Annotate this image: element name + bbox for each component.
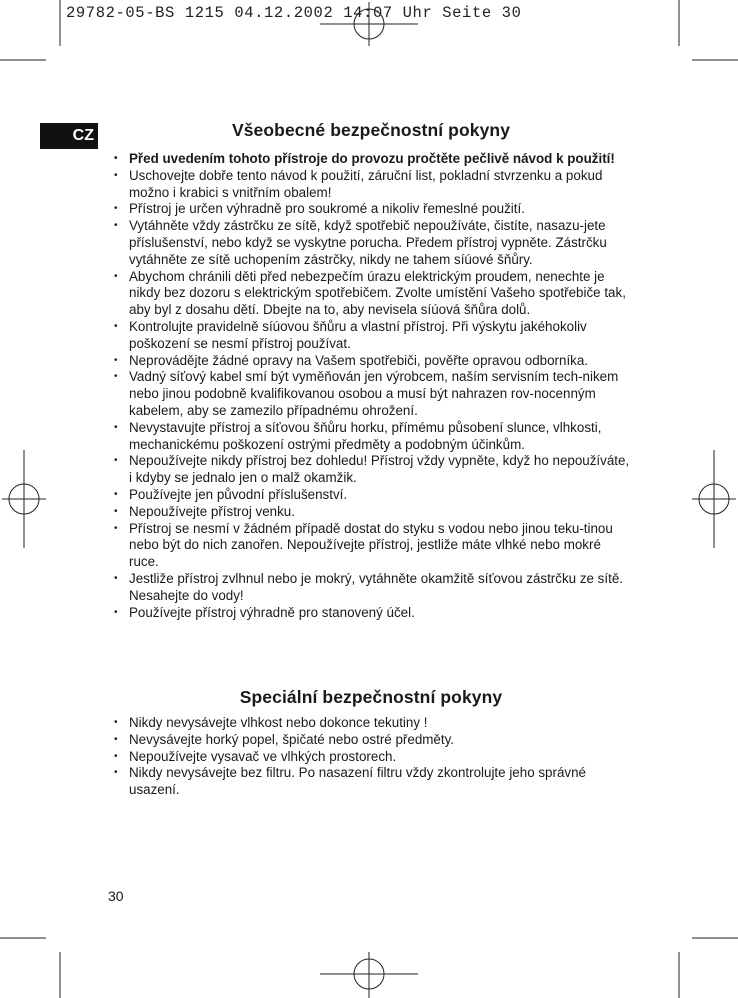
list-item: • Vytáhněte vždy zástrčku ze sítě, když spotřebič nepoužíváte, čistíte, nasazu-jete příslušenství, nebo když se vyskytne porucha. Předem přístroj vypněte. Zástrčku vytáhněte ze sítě uchopením zástrčky, nikdy ne tahem síúové šňůry.: [112, 218, 632, 268]
list-item: • Nepoužívejte nikdy přístroj bez dohledu! Přístroj vždy vypněte, když ho nepoužíváte, i kdyby se jednalo jen o malž okamžik.: [112, 453, 632, 487]
list-item: • Používejte přístroj výhradně pro stanovený účel.: [112, 605, 632, 622]
list-item: • Nikdy nevysávejte vlhkost nebo dokonce tekutiny !: [112, 715, 632, 732]
list-item: • Nevysávejte horký popel, špičaté nebo ostré předměty.: [112, 732, 632, 749]
print-slug: 29782-05-BS 1215 04.12.2002 14:07 Uhr Seite 30: [66, 4, 522, 22]
list-item: • Nevystavujte přístroj a síťovou šňůru horku, přímému působení slunce, vlhkosti, mechanickému poškození ostrými předměty a podobným účinkům.: [112, 420, 632, 454]
list-item: • Neprovádějte žádné opravy na Vašem spotřebiči, pověřte opravou odborníka.: [112, 353, 632, 370]
general-safety-title: Všeobecné bezpečnostní pokyny: [231, 120, 511, 140]
language-tab: CZ: [40, 123, 98, 149]
list-item: • Kontrolujte pravidelně síúovou šňůru a vlastní přístroj. Při výskytu jakéhokoliv poškození se nesmí přístroj používat.: [112, 319, 632, 353]
list-item: • Přístroj se nesmí v žádném případě dostat do styku s vodou nebo jinou teku-tinou nebo být do nich zanořen. Nepoužívejte přístroj, jestliže máte vlhké nebo mokré ruce.: [112, 521, 632, 571]
special-safety-list: [112, 715, 632, 799]
registration-mark-top: [320, 2, 418, 46]
page-number: 30: [108, 888, 124, 904]
crop-mark-top-left: [0, 0, 60, 60]
list-item: • Před uvedením tohoto přístroje do provozu pročtěte pečlivě návod k použití!: [112, 151, 632, 168]
crop-mark-bottom-left: [0, 938, 60, 998]
list-item: • Jestliže přístroj zvlhnul nebo je mokrý, vytáhněte okamžitě síťovou zástrčku ze sítě. Nesahejte do vody!: [112, 571, 632, 605]
list-item: • Nepoužívejte přístroj venku.: [112, 504, 632, 521]
list-item: • Přístroj je určen výhradně pro soukromé a nikoliv řemeslné použití.: [112, 201, 632, 218]
list-item: • Používejte jen původní příslušenství.: [112, 487, 632, 504]
list-item: • Nepoužívejte vysavač ve vlhkých prostorech.: [112, 749, 632, 766]
general-safety-list: [112, 151, 632, 621]
special-safety-title: Speciální bezpečnostní pokyny: [239, 687, 503, 707]
registration-mark-left: [2, 450, 46, 548]
registration-mark-bottom: [320, 952, 418, 998]
crop-mark-bottom-right: [679, 938, 738, 998]
list-item: • Abychom chránili děti před nebezpečím úrazu elektrickým proudem, nenechte je nikdy bez dozoru s elektrickým spotřebičem. Zvolte umístění Vašeho spotřebiče tak, aby byl z dosahu dětí. Dbejte na to, aby nevisela síúová šňůra dolů.: [112, 269, 632, 319]
crop-mark-top-right: [679, 0, 738, 60]
list-item: • Uschovejte dobře tento návod k použití, záruční list, pokladní stvrzenku a pokud možno i krabici s vnitřním obalem!: [112, 168, 632, 202]
list-item: • Nikdy nevysávejte bez filtru. Po nasazení filtru vždy zkontrolujte jeho správné usazení.: [112, 765, 632, 799]
registration-mark-right: [692, 450, 736, 548]
list-item: • Vadný síťový kabel smí být vyměňován jen výrobcem, naším servisním tech-nikem nebo jinou podobně kvalifikovanou osobou a musí být nahrazen rov-nocenným kabelem, aby se zamezilo případnému ohrožení.: [112, 369, 632, 419]
